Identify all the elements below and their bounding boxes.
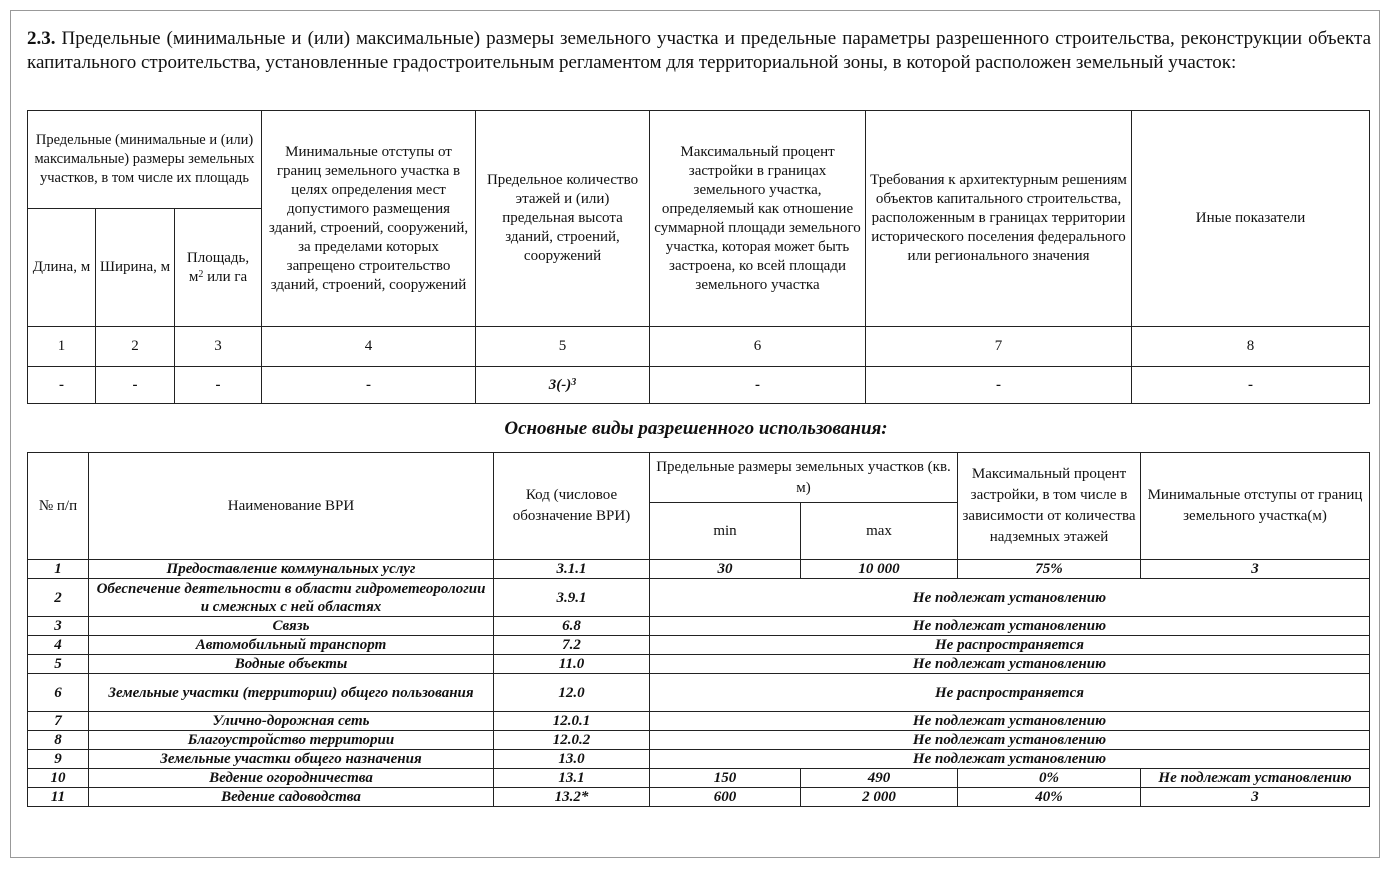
column-numbers-row: [28, 327, 1370, 367]
parameters-table: [27, 110, 1370, 404]
value-cell: -: [262, 367, 476, 404]
min-size: 600: [650, 788, 801, 807]
usage-name: Автомобильный транспорт: [89, 636, 494, 655]
row-number: 8: [28, 731, 89, 750]
row-number: 4: [28, 636, 89, 655]
table-row: [28, 636, 1370, 655]
value-cell: -: [866, 367, 1132, 404]
row-number: 9: [28, 750, 89, 769]
percent-header: Максимальный процент застройки, в том числе в зависимости от количества надземных этажей: [958, 453, 1141, 560]
row-number: 6: [28, 674, 89, 712]
value-cell: -: [650, 367, 866, 404]
length-header: Длина, м: [28, 209, 96, 327]
max-size: 10 000: [801, 560, 958, 579]
other-indicators-header: Иные показатели: [1132, 111, 1370, 327]
merged-value: Не подлежат установлению: [650, 655, 1370, 674]
num-header: № п/п: [28, 453, 89, 560]
merged-value: Не подлежат установлению: [650, 731, 1370, 750]
merged-value: Не подлежат установлению: [650, 617, 1370, 636]
column-number: 7: [866, 327, 1132, 367]
row-number: 1: [28, 560, 89, 579]
section-number: 2.3.: [27, 28, 56, 49]
column-number: 2: [96, 327, 175, 367]
section-text: Предельные (минимальные и (или) максимальные) размеры земельного участка и предельные параметры разрешенного строительства, реконструкции объекта капитального строительства, установленные градостроительным регламентом для территориальной зоны, в которой расположен земельный участок:: [27, 28, 1371, 73]
value-cell: -: [175, 367, 262, 404]
usage-name: Ведение огородничества: [89, 769, 494, 788]
build-percent: 0%: [958, 769, 1141, 788]
sizes-header: Предельные размеры земельных участков (кв. м): [650, 453, 958, 503]
floors-header: Предельное количество этажей и (или) предельная высота зданий, строений, сооружений: [476, 111, 650, 327]
sizes-group-header: Предельные (минимальные и (или) максимальные) размеры земельных участков, в том числе их площадь: [28, 111, 262, 209]
usage-types-table: [27, 452, 1370, 807]
build-percent: 40%: [958, 788, 1141, 807]
usage-code: 7.2: [494, 636, 650, 655]
merged-value: Не распространяется: [650, 636, 1370, 655]
usage-name: Земельные участки общего назначения: [89, 750, 494, 769]
max-header: max: [801, 503, 958, 560]
column-number: 8: [1132, 327, 1370, 367]
code-header: Код (числовое обозначение ВРИ): [494, 453, 650, 560]
min-size: 30: [650, 560, 801, 579]
merged-value: Не подлежат установлению: [650, 750, 1370, 769]
merged-value: Не подлежат установлению: [650, 712, 1370, 731]
usage-name: Земельные участки (территории) общего пользования: [89, 674, 494, 712]
usage-code: 13.1: [494, 769, 650, 788]
min-header: min: [650, 503, 801, 560]
usage-name: Водные объекты: [89, 655, 494, 674]
value-cell: -: [1132, 367, 1370, 404]
values-row: [28, 367, 1370, 404]
usage-code: 11.0: [494, 655, 650, 674]
column-number: 5: [476, 327, 650, 367]
merged-value: Не распространяется: [650, 674, 1370, 712]
section-intro: [27, 27, 1371, 75]
setback: 3: [1141, 788, 1370, 807]
table-row: [28, 617, 1370, 636]
value-cell: $3(-)^3$: [476, 367, 650, 404]
usage-name: Связь: [89, 617, 494, 636]
usage-code: 6.8: [494, 617, 650, 636]
table-row: [28, 712, 1370, 731]
table-row: [28, 788, 1370, 807]
setback: 3: [1141, 560, 1370, 579]
column-number: 3: [175, 327, 262, 367]
usage-name: Благоустройство территории: [89, 731, 494, 750]
build-percent: 75%: [958, 560, 1141, 579]
usage-code: 3.9.1: [494, 579, 650, 617]
table-row: [28, 674, 1370, 712]
max-size: 490: [801, 769, 958, 788]
name-header: Наименование ВРИ: [89, 453, 494, 560]
usage-code: 12.0: [494, 674, 650, 712]
usage-code: 3.1.1: [494, 560, 650, 579]
row-number: 7: [28, 712, 89, 731]
table-row: [28, 731, 1370, 750]
build-percent-header: Максимальный процент застройки в границах земельного участка, определяемый как отношение суммарной площади земельного участка, которая может быть застроена, ко всей площади земельного участка: [650, 111, 866, 327]
max-size: 2 000: [801, 788, 958, 807]
table-row: [28, 750, 1370, 769]
usage-name: Улично-дорожная сеть: [89, 712, 494, 731]
value-cell: -: [28, 367, 96, 404]
row-number: 10: [28, 769, 89, 788]
merged-value: Не подлежат установлению: [650, 579, 1370, 617]
table-row: [28, 769, 1370, 788]
column-number: 6: [650, 327, 866, 367]
usage-name: Ведение садоводства: [89, 788, 494, 807]
document-page: [10, 10, 1380, 858]
value-cell: -: [96, 367, 175, 404]
table-row: [28, 579, 1370, 617]
row-number: 5: [28, 655, 89, 674]
row-number: 2: [28, 579, 89, 617]
usage-code: 13.0: [494, 750, 650, 769]
setback: Не подлежат установлению: [1141, 769, 1370, 788]
architecture-header: Требования к архитектурным решениям объектов капитального строительства, расположенным в границах территории исторического поселения федерального или регионального значения: [866, 111, 1132, 327]
column-number: 1: [28, 327, 96, 367]
usage-name: Обеспечение деятельности в области гидрометеорологии и смежных с ней областях: [89, 579, 494, 617]
column-number: 4: [262, 327, 476, 367]
min-size: 150: [650, 769, 801, 788]
width-header: Ширина, м: [96, 209, 175, 327]
usage-code: 12.0.1: [494, 712, 650, 731]
usage-types-title: Основные виды разрешенного использования:: [504, 418, 888, 439]
usage-name: Предоставление коммунальных услуг: [89, 560, 494, 579]
row-number: 11: [28, 788, 89, 807]
usage-code: 13.2*: [494, 788, 650, 807]
setback-header: Минимальные отступы от границ земельного участка в целях определения мест допустимого размещения зданий, строений, сооружений, за пределами которых запрещено строительство зданий, строений, сооружений: [262, 111, 476, 327]
area-header: Площадь, $м^2$ или га: [175, 209, 262, 327]
row-number: 3: [28, 617, 89, 636]
setback-header: Минимальные отступы от границ земельного участка(м): [1141, 453, 1370, 560]
usage-code: 12.0.2: [494, 731, 650, 750]
table-row: [28, 655, 1370, 674]
table-row: [28, 560, 1370, 579]
